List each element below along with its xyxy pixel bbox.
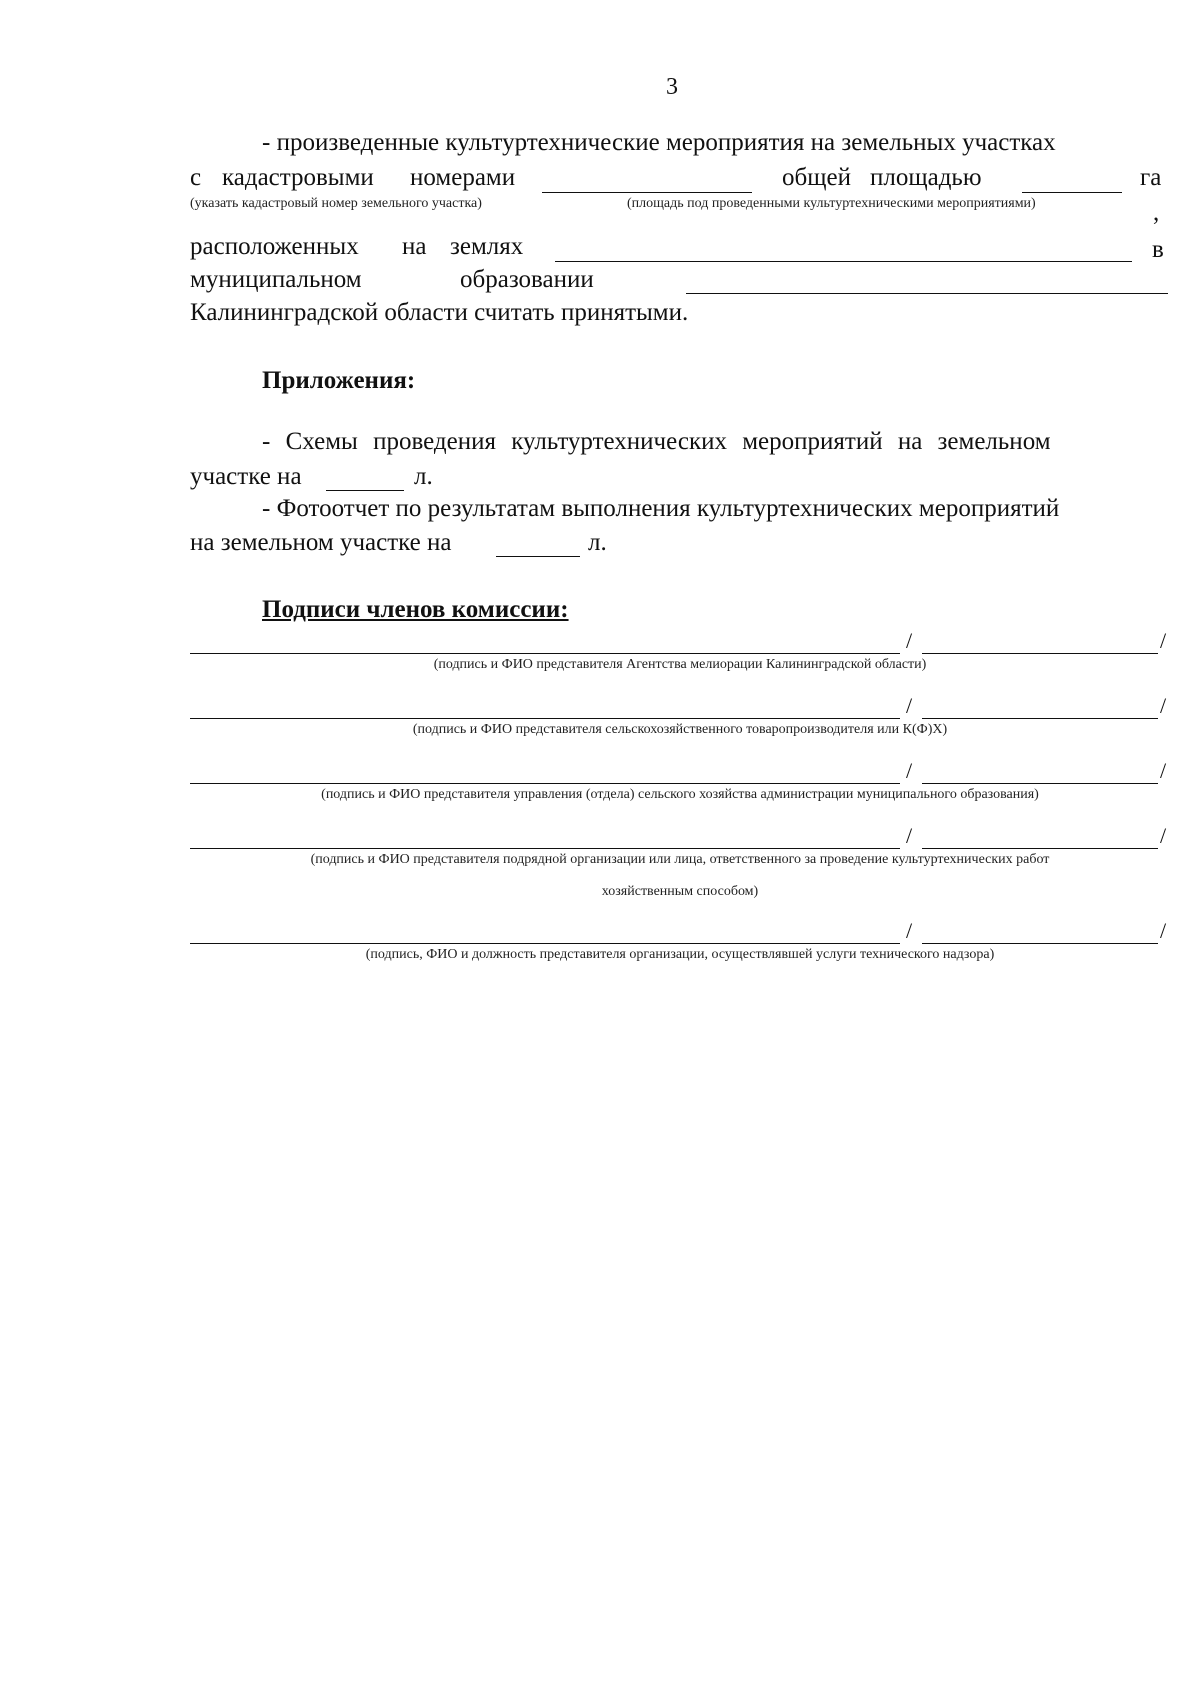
- caption-area: (площадь под проведенными культуртехническими мероприятиями): [627, 196, 1036, 211]
- signature-caption-2: (подпись и ФИО представителя сельскохозяйственного товаропроизводителя или К(Ф)Х): [412, 722, 948, 737]
- comma: ,: [1153, 199, 1160, 226]
- signature-caption-1: (подпись и ФИО представителя Агентства мелиорации Калининградской области): [433, 657, 927, 672]
- signature-slash-2b: /: [1160, 693, 1167, 718]
- word-cadastral: кадастровыми: [222, 164, 374, 191]
- signature-slash-4a: /: [906, 823, 913, 848]
- word-formation: образовании: [460, 266, 594, 293]
- lands-blank[interactable]: [555, 261, 1132, 262]
- signature-caption-4-cont: хозяйственным способом): [601, 884, 759, 899]
- page-number: 3: [666, 74, 678, 100]
- signature-slash-4b: /: [1160, 823, 1167, 848]
- word-numbers: номерами: [410, 164, 516, 191]
- name-line-2[interactable]: [922, 718, 1158, 719]
- cadastral-number-blank[interactable]: [542, 192, 752, 193]
- word-municipal: муниципальном: [190, 266, 362, 293]
- name-line-5[interactable]: [922, 943, 1158, 944]
- attachment-1-end: л.: [414, 463, 433, 490]
- municipality-blank[interactable]: [686, 293, 1168, 294]
- signature-slash-5b: /: [1160, 918, 1167, 943]
- word-located: расположенных: [190, 233, 359, 260]
- paragraph-line-1: - произведенные культуртехнические мероприятия на земельных участках: [262, 129, 1056, 156]
- attachment-1-start: участке на: [190, 463, 302, 490]
- signature-caption-5: (подпись, ФИО и должность представителя организации, осуществлявшей услуги технического надзора): [365, 947, 995, 962]
- schemes-pages-blank[interactable]: [326, 490, 404, 491]
- photo-report-pages-blank[interactable]: [496, 556, 580, 557]
- name-line-3[interactable]: [922, 783, 1158, 784]
- area-blank[interactable]: [1022, 192, 1122, 193]
- signature-slash-1a: /: [906, 628, 913, 653]
- caption-cadastral: (указать кадастровый номер земельного участка): [190, 196, 482, 211]
- signature-slash-2a: /: [906, 693, 913, 718]
- signature-slash-1b: /: [1160, 628, 1167, 653]
- signature-slash-5a: /: [906, 918, 913, 943]
- attachment-2-line-1: - Фотоотчет по результатам выполнения культуртехнических мероприятий: [262, 495, 1060, 522]
- name-line-1[interactable]: [922, 653, 1158, 654]
- signature-slash-3b: /: [1160, 758, 1167, 783]
- paragraph-last-line: Калининградской области считать принятыми.: [190, 299, 689, 326]
- attachment-1-line-1: [262, 428, 1170, 456]
- attachment-2-start: на земельном участке на: [190, 529, 452, 556]
- signature-line-2[interactable]: [190, 718, 900, 719]
- attachments-heading: Приложения:: [262, 367, 416, 394]
- word-ha: га: [1140, 164, 1162, 191]
- word-in: в: [1152, 236, 1164, 263]
- word-on: на: [402, 233, 427, 260]
- name-line-4[interactable]: [922, 848, 1158, 849]
- signature-line-3[interactable]: [190, 783, 900, 784]
- attachment-1-text: - Схемы проведения культуртехнических мероприятий на земельном: [262, 428, 1051, 455]
- word-lands: землях: [450, 233, 524, 260]
- signature-caption-4: (подпись и ФИО представителя подрядной организации или лица, ответственного за проведение культуртехнических работ: [310, 852, 1050, 867]
- signature-line-5[interactable]: [190, 943, 900, 944]
- attachment-2-end: л.: [588, 529, 607, 556]
- word-total: общей: [782, 164, 851, 191]
- signatures-heading: Подписи членов комиссии:: [262, 596, 569, 623]
- signature-line-4[interactable]: [190, 848, 900, 849]
- signature-line-1[interactable]: [190, 653, 900, 654]
- word-c: с: [190, 164, 202, 191]
- signature-slash-3a: /: [906, 758, 913, 783]
- word-area: площадью: [870, 164, 982, 191]
- signature-caption-3: (подпись и ФИО представителя управления (отдела) сельского хозяйства администрации муниципального образования): [321, 787, 1039, 802]
